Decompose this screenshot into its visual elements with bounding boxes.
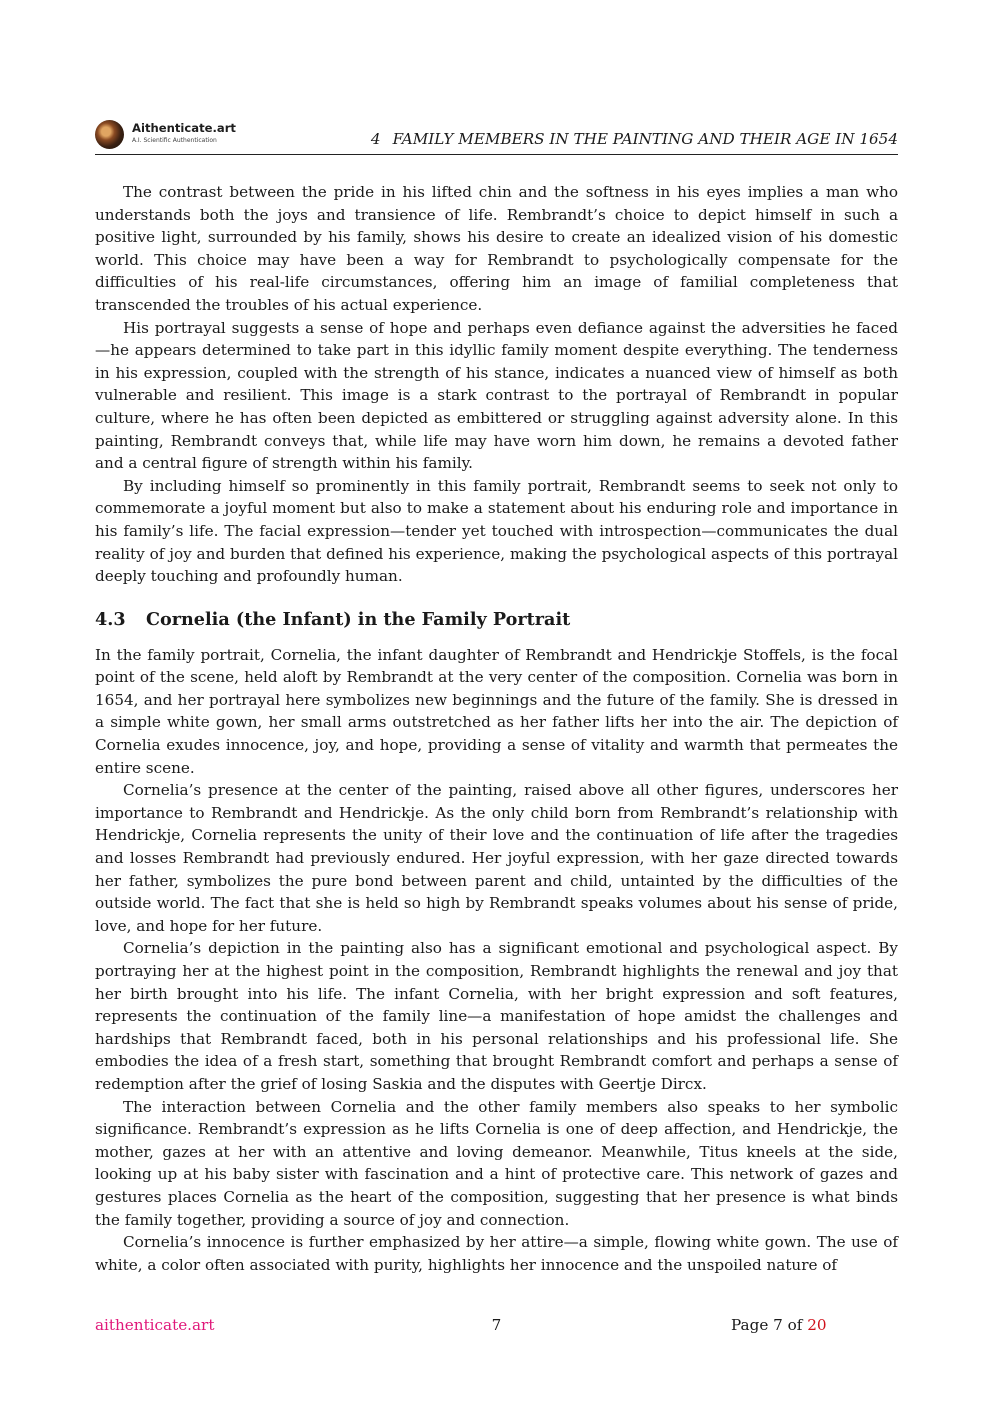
running-title <box>371 130 898 148</box>
page-total-link[interactable]: 20 <box>807 1316 827 1334</box>
paragraph: Cornelia’s depiction in the painting also has a significant emotional and psychological aspect. By portraying her at the highest point in the composition, Rembrandt highlights the renewal and joy that her birth brought into his life. The infant Cornelia, with her bright expression and soft features, represents the continuation of the family line—a manifestation of hope amidst the challenges and hardships that Rembrandt faced, both in his personal relationships and his professional life. She embodies the idea of a fresh start, something that brought Rembrandt comfort and perhaps a sense of redemption after the grief of losing Saskia and the disputes with Geertje Dircx. <box>95 939 898 1093</box>
logo-tagline: A.I. Scientific Authentication <box>132 137 217 144</box>
paragraph: His portrayal suggests a sense of hope and perhaps even defiance against the adversities he faced—he appears determined to take part in this idyllic family moment despite everything. The tenderness in his expression, coupled with the strength of his stance, indicates a nuanced view of himself as both vulnerable and resilient. This image is a stark contrast to the portrayal of Rembrandt in popular culture, where he has often been depicted as embittered or struggling against adversity alone. In this painting, Rembrandt conveys that, while life may have worn him down, he remains a devoted father and a central figure of strength within his family. <box>95 318 898 473</box>
footer-page-number: 7 <box>491 1316 502 1334</box>
section-number: 4.3 <box>95 608 126 630</box>
page-label: Page 7 of <box>731 1316 803 1334</box>
page-header <box>95 118 898 155</box>
paragraph: Cornelia’s innocence is further emphasized by her attire—a simple, flowing white gown. The use of white, a color often associated with purity, highlights her innocence and the unspoiled nature of <box>95 1233 898 1274</box>
section-heading <box>95 608 898 632</box>
paragraph: The interaction between Cornelia and the other family members also speaks to her symbolic significance. Rembrandt’s expression as he lifts Cornelia is one of deep affection, and Hendrickje, the mother, gazes at her with an attentive and loving demeanor. Meanwhile, Titus kneels at the side, looking up at his baby sister with fascination and a hint of protective care. This network of gazes and gestures places Cornelia as the heart of the composition, suggesting that her presence is what binds the family together, providing a source of joy and connection. <box>95 1097 898 1229</box>
paragraph: Cornelia’s presence at the center of the painting, raised above all other figures, underscores her importance to Rembrandt and Hendrickje. As the only child born from Rembrandt’s relationship with Hendrickje, Cornelia represents the unity of their love and the continuation of life after the tragedies and losses Rembrandt had previously endured. Her joyful expression, with her gaze directed towards her father, symbolizes the pure bond between parent and child, untainted by the difficulties of the outside world. The fact that she is held so high by Rembrandt speaks volumes about his sense of pride, love, and hope for her future. <box>95 781 898 935</box>
body-text <box>95 181 898 1276</box>
running-title-text: FAMILY MEMBERS IN THE PAINTING AND THEIR AGE IN 1654 <box>392 130 898 148</box>
logo-name: Aithenticate.art <box>132 121 236 135</box>
footer-site-link[interactable]: aithenticate.art <box>95 1316 215 1334</box>
paragraph: In the family portrait, Cornelia, the infant daughter of Rembrandt and Hendrickje Stoffels, is the focal point of the scene, held aloft by Rembrandt at the very center of the composition. Cornelia was born in 1654, and her portrayal here symbolizes new beginnings and the future of the family. She is dressed in a simple white gown, her small arms outstretched as her father lifts her into the air. The depiction of Cornelia exudes innocence, joy, and hope, providing a sense of vitality and warmth that permeates the entire scene. <box>95 645 898 777</box>
paragraph: The contrast between the pride in his lifted chin and the softness in his eyes implies a man who understands both the joys and transience of life. Rembrandt’s choice to depict himself in such a positive light, surrounded by his family, shows his desire to create an idealized vision of his domestic world. This choice may have been a way for Rembrandt to psychologically compensate for the difficulties of his real-life circumstances, offering him an image of familial completeness that transcended the troubles of his actual experience. <box>95 183 898 314</box>
running-title-number: 4 <box>370 130 381 148</box>
footer-page-count <box>731 1316 827 1334</box>
section-title: Cornelia (the Infant) in the Family Portrait <box>146 608 571 630</box>
logo-icon <box>95 120 124 149</box>
page-footer <box>95 1316 898 1338</box>
paragraph: By including himself so prominently in this family portrait, Rembrandt seems to seek not only to commemorate a joyful moment but also to make a statement about his enduring role and importance in his family’s life. The facial expression—tender yet touched with introspection—communicates the dual reality of joy and burden that defined his experience, making the psychological aspects of this portrayal deeply touching and profoundly human. <box>95 476 898 586</box>
logo <box>95 120 236 150</box>
